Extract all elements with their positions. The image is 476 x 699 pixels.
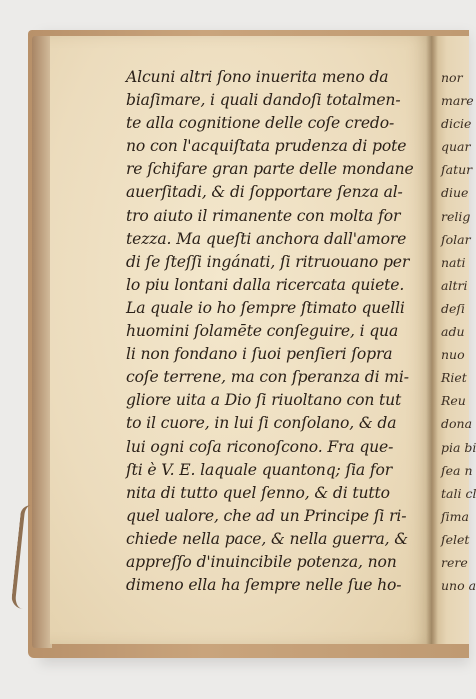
text-line: ſti è V. E. laquale quantonq; ſia for	[126, 460, 393, 479]
book-gutter	[426, 36, 438, 644]
text-fragment: relig	[441, 208, 471, 224]
text-fragment: ſima	[441, 508, 469, 524]
text-line: huomini ſolamēte conſeguire, i qua	[126, 322, 399, 341]
text-fragment: nor	[441, 70, 463, 85]
text-line: La quale io ho ſempre ſtimato quelli	[126, 298, 405, 317]
text-line: lui ogni coſa riconoſcono. Fra que-	[126, 437, 394, 456]
text-fragment: dona	[441, 416, 473, 432]
text-fragment: altri	[441, 277, 468, 293]
text-fragment: diue	[441, 185, 469, 201]
text-line: re ſchifare gran parte delle mondane	[126, 160, 414, 179]
text-fragment: pia bi	[441, 439, 476, 455]
text-line: li non fondano i ſuoi penſieri ſopra	[126, 345, 393, 364]
text-line: auerſitadi, & di ſopportare ſenza al-	[126, 183, 403, 202]
text-line: te alla cognitione delle coſe credo-	[126, 114, 395, 133]
right-page-text	[441, 66, 476, 597]
text-fragment: dicie	[441, 116, 472, 132]
text-fragment: mare	[441, 93, 474, 109]
text-line: Alcuni altri ſono inuerita meno da	[126, 68, 389, 86]
text-fragment: ſolar	[441, 231, 471, 247]
text-line: appreſſo d'inuincibile potenza, non	[126, 552, 397, 571]
text-line: di ſe ſteſſi ingánati, ſi ritruouano per	[126, 252, 410, 271]
text-line: no con l'acquiſtata prudenza di pote	[126, 137, 407, 156]
text-line: tro aiuto il rimanente con molta for	[126, 206, 401, 225]
text-fragment: Reu	[441, 393, 466, 409]
text-fragment: uno a	[441, 578, 476, 594]
text-line: nita di tutto quel ſenno, & di tutto	[126, 483, 390, 502]
text-fragment: rere	[441, 554, 468, 570]
text-fragment: tali cl	[441, 485, 476, 501]
text-line: tezza. Ma queſti anchora dall'amore	[126, 229, 407, 248]
text-fragment: deſi	[441, 300, 466, 316]
text-line: biaſimare, i quali dandoſi totalmen-	[126, 91, 401, 110]
text-line: quel ualore, che ad un Principe ſi ri-	[126, 506, 407, 525]
text-line: coſe terrene, ma con ſperanza di mi-	[126, 368, 409, 387]
cover-edge	[32, 36, 52, 648]
text-line: gliore uita a Dio ſi riuoltano con tut	[126, 391, 402, 410]
text-fragment: ſelet	[441, 531, 470, 547]
text-fragment: quar	[441, 139, 471, 155]
text-fragment: nati	[441, 254, 466, 270]
left-page-text	[126, 66, 422, 597]
text-fragment: nuo	[441, 347, 465, 363]
text-line: to il cuore, in lui ſi conſolano, & da	[126, 414, 397, 433]
text-line: chiede nella pace, & nella guerra, &	[126, 529, 409, 548]
text-line: lo piu lontani dalla ricercata quiete.	[126, 275, 405, 294]
text-fragment: ſatur	[441, 162, 473, 178]
text-fragment: ſea n	[441, 462, 473, 478]
text-line: dimeno ella ha ſempre nelle ſue ho-	[126, 576, 402, 595]
text-fragment: Riet	[441, 370, 467, 386]
text-fragment: adu	[441, 324, 465, 340]
